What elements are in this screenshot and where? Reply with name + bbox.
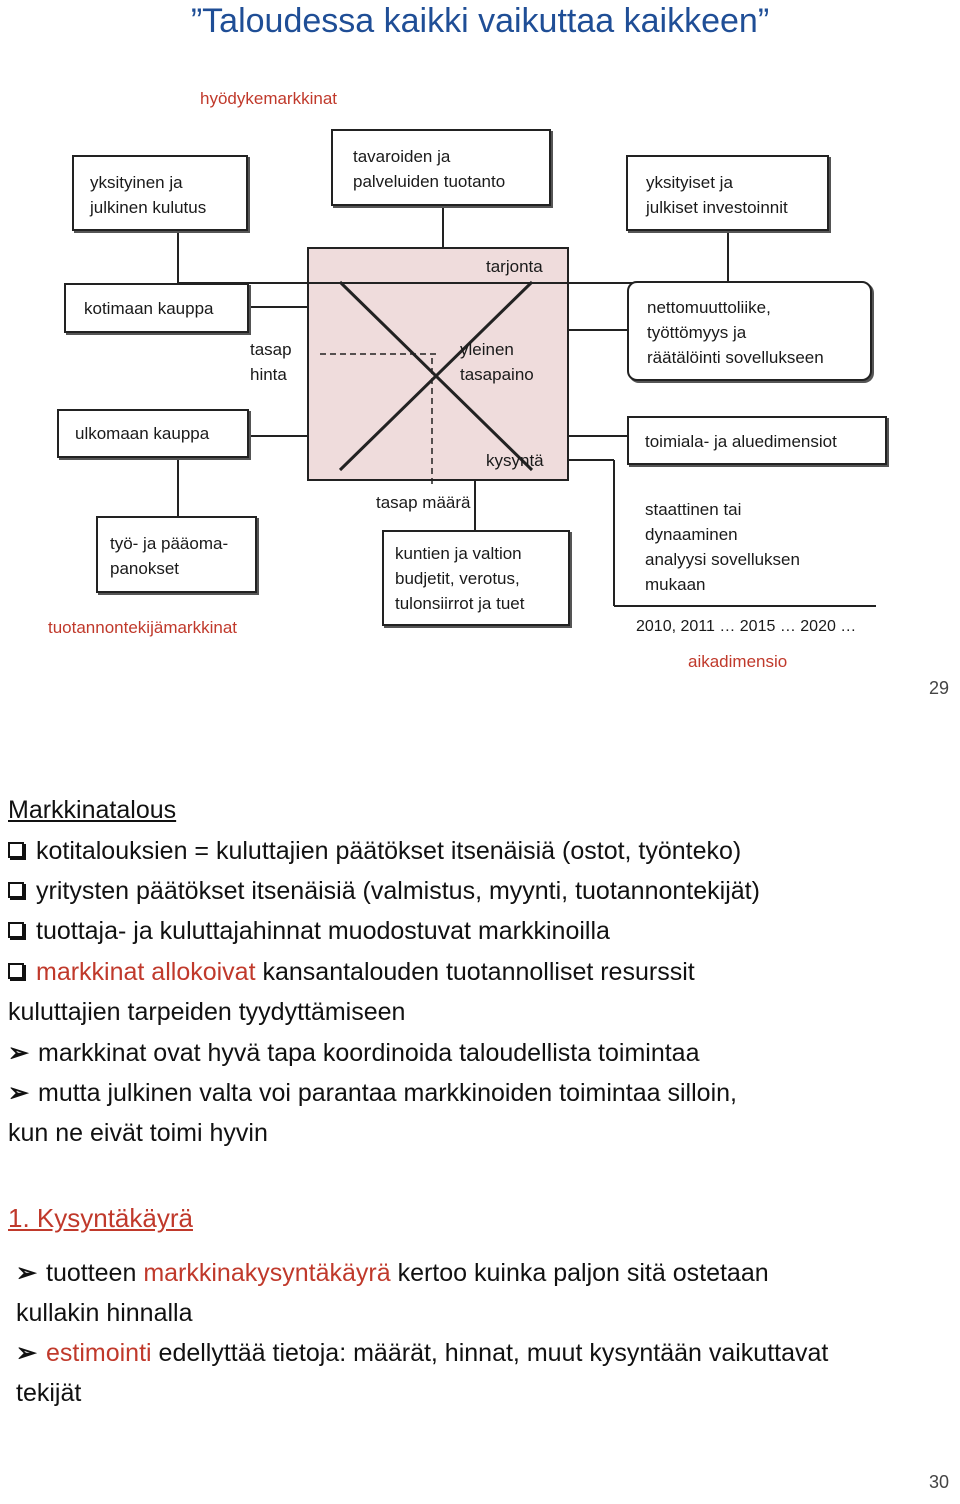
list-item-highlight: estimointi (46, 1339, 152, 1367)
migration-line-3: räätälöinti sovellukseen (647, 348, 824, 367)
arrow-bullet-icon: ➢ (8, 1079, 29, 1107)
budgets-box (382, 530, 570, 626)
section-heading: Markkinatalous (8, 796, 177, 824)
checkbox-icon (8, 963, 24, 979)
analysis-label (645, 497, 800, 597)
title-text: Taloudessa kaikki vaikuttaa kaikkeen (202, 2, 758, 40)
equilibrium-price-line-2: hinta (250, 365, 287, 384)
industry-region-box (627, 416, 887, 465)
general-equilibrium-line-2: tasapaino (460, 365, 534, 384)
domestic-trade-label: kotimaan kauppa (84, 299, 214, 318)
general-equilibrium-line-1: yleinen (460, 340, 514, 359)
list-item (8, 1033, 700, 1073)
labor-capital-line-2: panokset (110, 559, 179, 578)
investments-line-1: yksityiset ja (646, 173, 733, 192)
list-item-continuation: tekijät (16, 1379, 82, 1407)
checkbox-icon (8, 922, 24, 938)
list-item-text: tuottaja- ja kuluttajahinnat muodostuvat markkinoilla (36, 917, 610, 945)
page-number-29: 29 (929, 678, 950, 698)
list-item (8, 831, 741, 871)
list-item-text: mutta julkinen valta voi parantaa markkinoiden toimintaa silloin, (38, 1079, 737, 1107)
list-item (8, 952, 695, 992)
list-item-continuation: kun ne eivät toimi hyvin (8, 1119, 268, 1147)
list-item-continuation: kuluttajien tarpeiden tyydyttämiseen (8, 998, 406, 1026)
labor-capital-line-1: työ- ja pääoma- (110, 534, 229, 553)
list-item-text: kotitalouksien = kuluttajien päätökset itsenäisiä (ostot, työnteko) (36, 837, 742, 865)
equilibrium-quantity-label: tasap määrä (376, 493, 471, 512)
migration-line-2: työttömyys ja (647, 323, 747, 342)
analysis-line-1: staattinen tai (645, 500, 742, 519)
analysis-line-4: mukaan (645, 575, 706, 594)
analysis-line-2: dynaaminen (645, 525, 738, 544)
production-box (331, 129, 551, 206)
foreign-trade-label: ulkomaan kauppa (75, 424, 210, 443)
years-label: 2010, 2011 … 2015 … 2020 … (636, 618, 857, 635)
migration-line-1: nettomuuttoliike, (647, 298, 771, 317)
equilibrium-price-line-1: tasap (250, 340, 292, 359)
consumption-line-2: julkinen kulutus (90, 198, 207, 217)
list-item (8, 911, 610, 951)
checkbox-icon (8, 882, 24, 898)
analysis-line-3: analyysi sovelluksen (645, 550, 800, 569)
checkbox-icon (8, 842, 24, 858)
list-item-highlight: markkinat allokoivat (36, 958, 256, 986)
page-number-30: 30 (929, 1472, 950, 1492)
supply-label: tarjonta (486, 257, 543, 276)
budgets-line-3: tulonsiirrot ja tuet (395, 594, 525, 613)
list-item-text: markkinat ovat hyvä tapa koordinoida taloudellista toimintaa (38, 1039, 700, 1067)
consumption-line-1: yksityinen ja (90, 173, 183, 192)
arrow-bullet-icon: ➢ (8, 1039, 29, 1067)
industry-region-label: toimiala- ja aluedimensiot (645, 432, 837, 451)
list-item-text: kansantalouden tuotannolliset resurssit (255, 958, 695, 986)
list-item-text: kertoo kuinka paljon sitä ostetaan (390, 1259, 769, 1287)
arrow-bullet-icon: ➢ (16, 1259, 37, 1287)
arrow-bullet-icon: ➢ (16, 1339, 37, 1367)
time-dimension-label: aikadimensio (688, 652, 788, 671)
title-open-quote: ” (190, 2, 203, 40)
list-item-continuation: kullakin hinnalla (16, 1299, 193, 1327)
list-item-text: edellyttää tietoja: määrät, hinnat, muut kysyntään vaikuttavat (151, 1339, 829, 1367)
factor-markets-label: tuotannontekijämarkkinat (48, 618, 238, 637)
foreign-trade-box (57, 409, 249, 458)
domestic-trade-box (64, 283, 249, 333)
general-equilibrium-label (460, 337, 534, 387)
list-item (16, 1333, 828, 1373)
list-item-text: tuotteen (46, 1259, 144, 1287)
consumption-box (72, 155, 248, 231)
goods-markets-label: hyödykemarkkinat (200, 89, 338, 108)
production-line-1: tavaroiden ja (353, 147, 451, 166)
budgets-line-2: budjetit, verotus, (395, 569, 520, 588)
production-line-2: palveluiden tuotanto (353, 172, 506, 191)
budgets-line-1: kuntien ja valtion (395, 544, 522, 563)
list-item (8, 1073, 737, 1113)
labor-capital-box (96, 516, 257, 593)
list-item (16, 1253, 769, 1293)
equilibrium-price-label (250, 337, 292, 387)
section-heading: 1. Kysyntäkäyrä (8, 1203, 193, 1233)
title-close-quote: ” (757, 2, 770, 40)
list-item-highlight: markkinakysyntäkäyrä (143, 1259, 391, 1287)
investments-box (626, 155, 829, 231)
migration-box (627, 281, 872, 381)
list-item-text: yritysten päätökset itsenäisiä (valmistus, myynti, tuotannontekijät) (36, 877, 760, 905)
list-item (8, 871, 760, 911)
demand-label: kysyntä (486, 451, 544, 470)
investments-line-2: julkiset investoinnit (646, 198, 788, 217)
